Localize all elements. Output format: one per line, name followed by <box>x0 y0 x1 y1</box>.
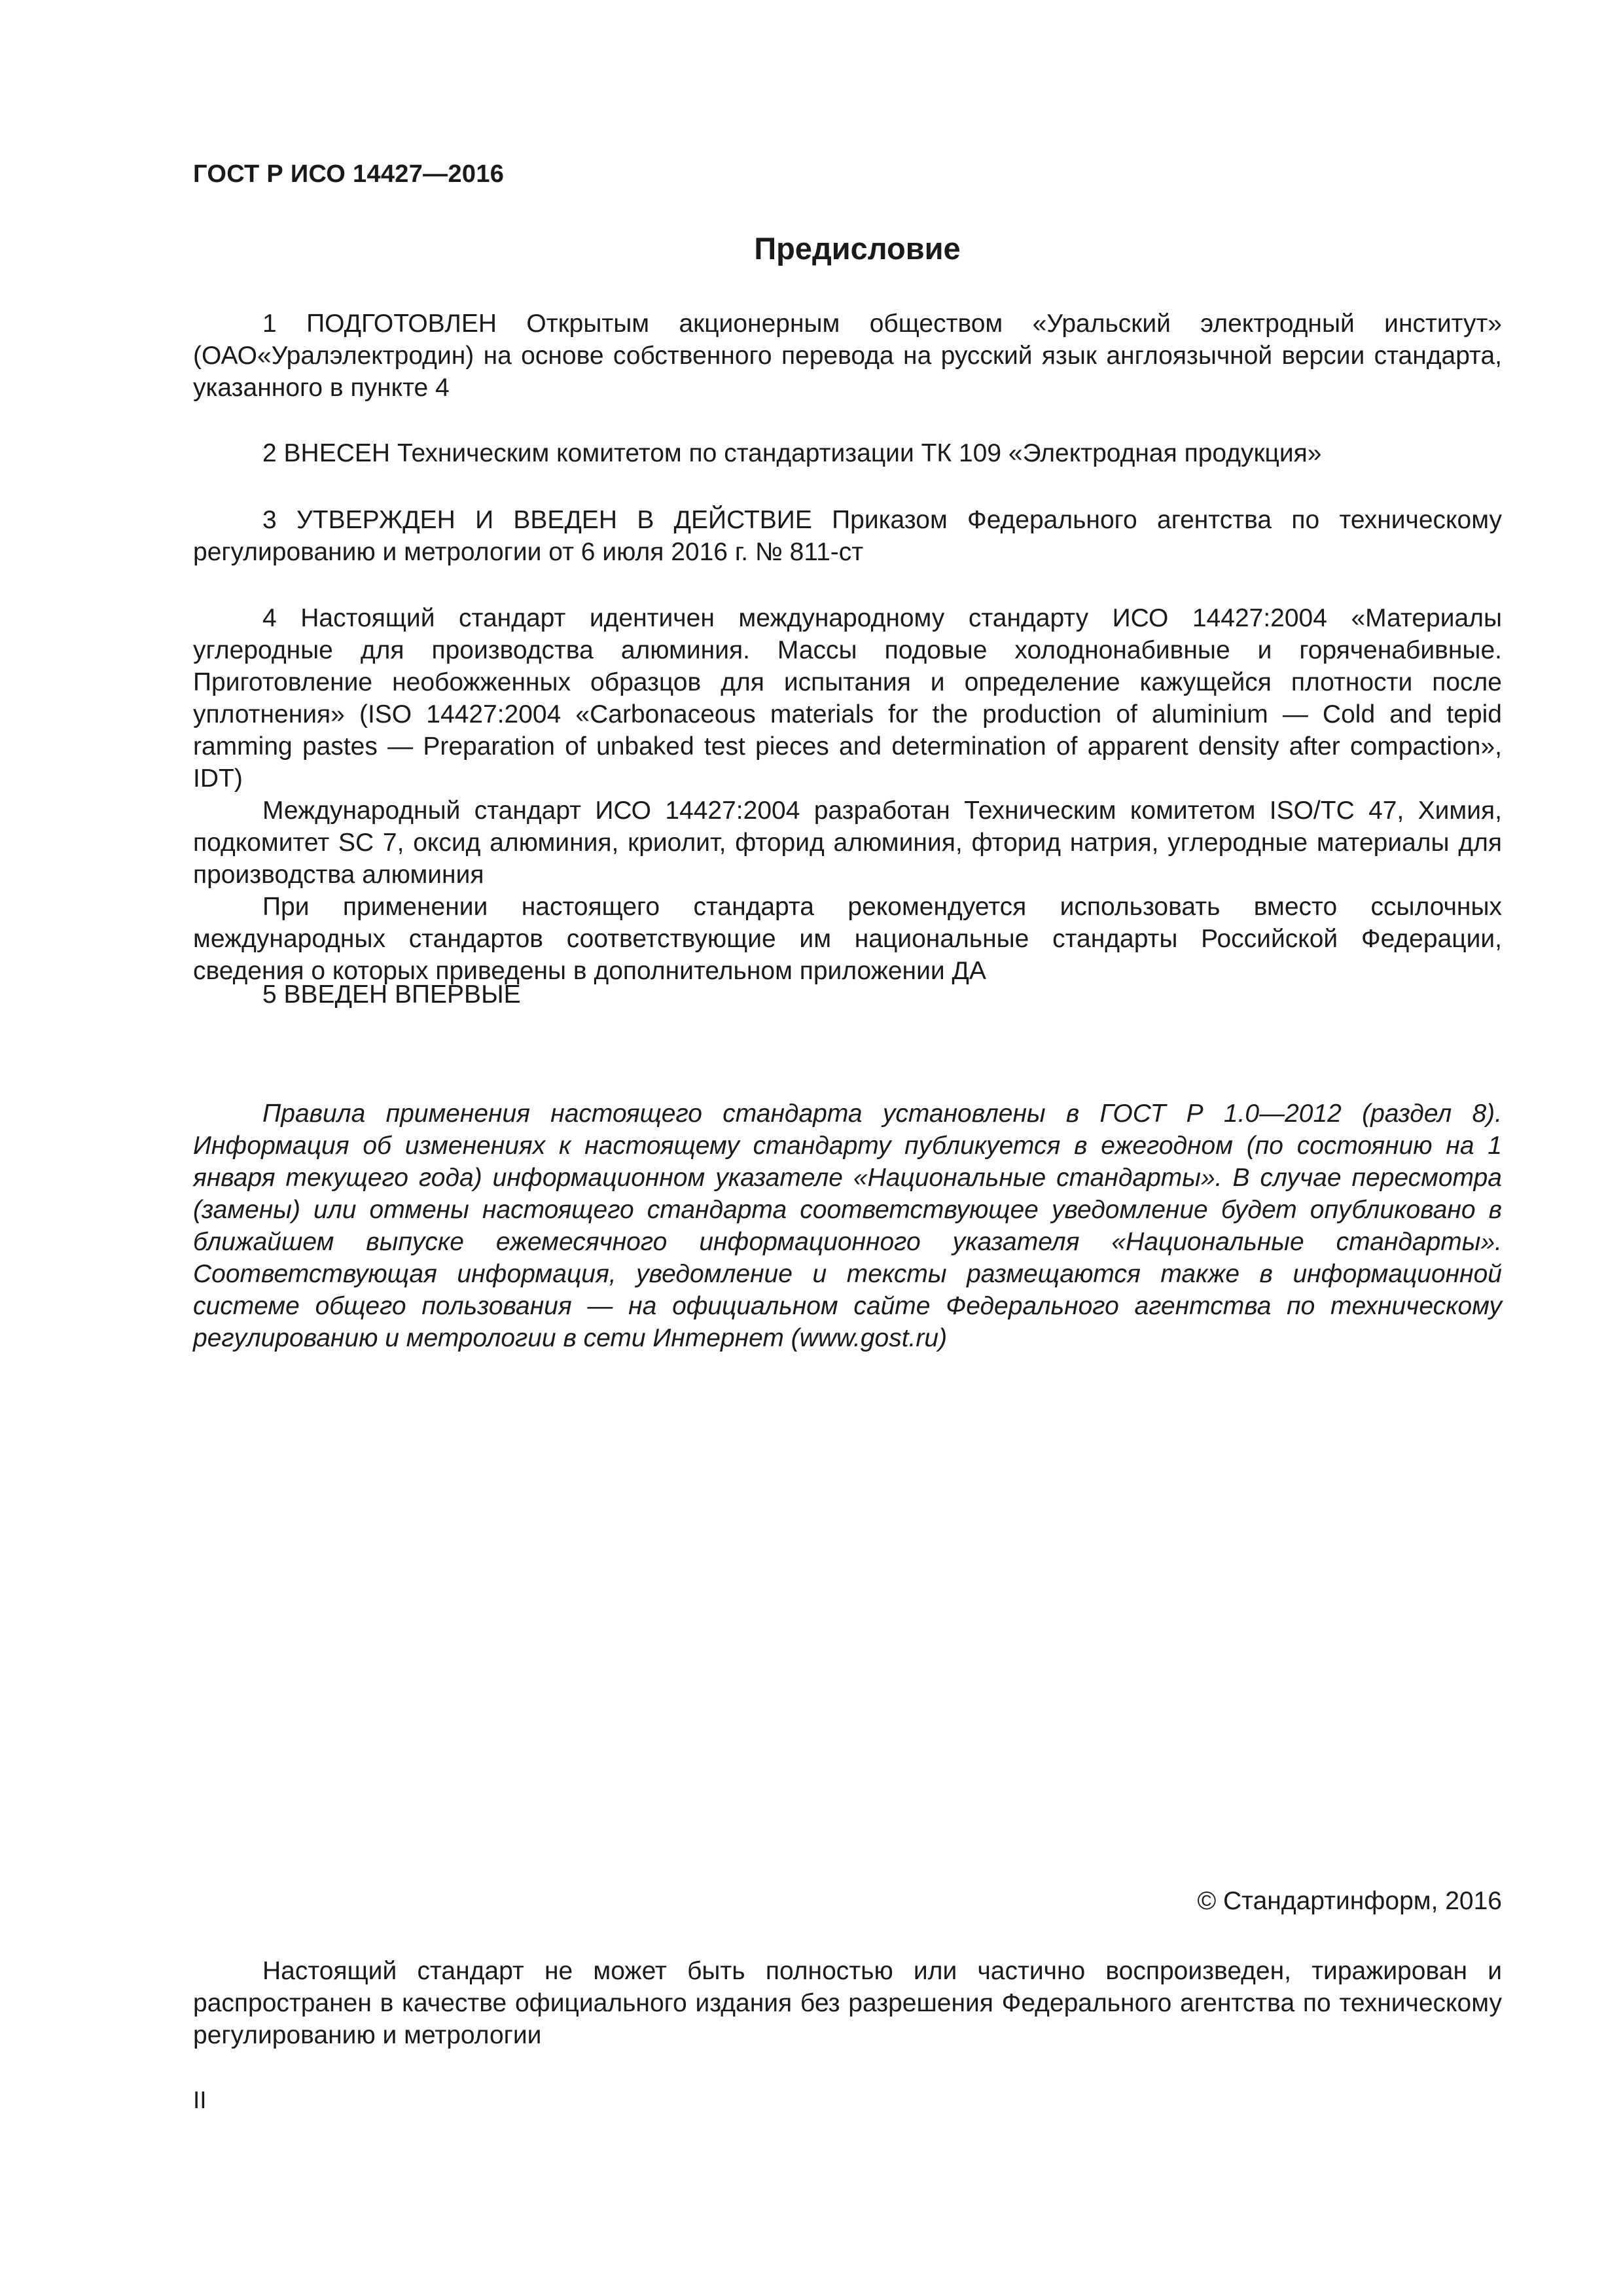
paragraph-3: 3 УТВЕРЖДЕН И ВВЕДЕН В ДЕЙСТВИЕ Приказом Федерального агентства по техническому регулированию и метрологии от 6 июля 2016 г. № 811-ст <box>193 506 1502 566</box>
reproduction-notice <box>193 1955 1502 2051</box>
rules-note <box>193 1098 1502 1354</box>
foreword-item-5 <box>193 978 1502 1011</box>
paragraph-4: 4 Настоящий стандарт идентичен международному стандарту ИСО 14427:2004 «Материалы углеродные для производства алюминия. Массы подовые холоднонабивные и горяченабивные. Приготовление необожженных образцов для испытания и определение кажущейся плотности после уплотнения» (ISO 14427:2004 «Carbonaceous materials for the production of aluminium — Cold and tepid ramming pastes — Preparation of unbaked test pieces and determination of apparent density after compaction», IDT) <box>193 604 1502 793</box>
page-title: Предисловие <box>754 231 961 266</box>
paragraph-4-usage: При применении настоящего стандарта рекомендуется использовать вместо ссылочных международных стандартов соответствующие им национальные стандарты Российской Федерации, сведения о которых приведены в дополнительном приложении ДА <box>193 893 1502 985</box>
copyright: © Стандартинформ, 2016 <box>1197 1887 1502 1915</box>
paragraph-4-intl: Международный стандарт ИСО 14427:2004 разработан Техническим комитетом ISO/TC 47, Химия, подкомитет SC 7, оксид алюминия, криолит, фторид алюминия, фторид натрия, углеродные материалы для производства алюминия <box>193 797 1502 889</box>
notice-text: Настоящий стандарт не может быть полностью или частично воспроизведен, тиражирован и распространен в качестве официального издания без разрешения Федерального агентства по техническому регулированию и метрологии <box>193 1957 1502 2049</box>
rules-note-text: Правила применения настоящего стандарта установлены в ГОСТ Р 1.0—2012 (раздел 8). Информация об изменениях к настоящему стандарту публикуется в ежегодном (по состоянию на 1 января текущего года) информационном указателе «Национальные стандарты». В случае пересмотра (замены) или отмены настоящего стандарта соответствующее уведомление будет опубликовано в ближайшем выпуске ежемесячного информационного указателя «Национальные стандарты». Соответствующая информация, уведомление и тексты размещаются также в информационной системе общего пользования — на официальном сайте Федерального агентства по техническому регулированию и метрологии в сети Интернет (www.gost.ru) <box>193 1100 1502 1352</box>
page-number: II <box>193 2087 207 2113</box>
foreword-item-3 <box>193 504 1502 568</box>
foreword-item-2 <box>193 437 1502 469</box>
paragraph-2: 2 ВНЕСЕН Техническим комитетом по стандартизации ТК 109 «Электродная продукция» <box>262 439 1322 467</box>
foreword-item-4 <box>193 602 1502 987</box>
document-header: ГОСТ Р ИСО 14427—2016 <box>193 160 505 188</box>
paragraph-5: 5 ВВЕДЕН ВПЕРВЫЕ <box>262 980 521 1009</box>
foreword-item-1 <box>193 308 1502 404</box>
paragraph-1: 1 ПОДГОТОВЛЕН Открытым акционерным обществом «Уральский электродный институт» (ОАО«Уралэлектродин) на основе собственного перевода на русский язык англоязычной версии стандарта, указанного в пункте 4 <box>193 310 1502 402</box>
